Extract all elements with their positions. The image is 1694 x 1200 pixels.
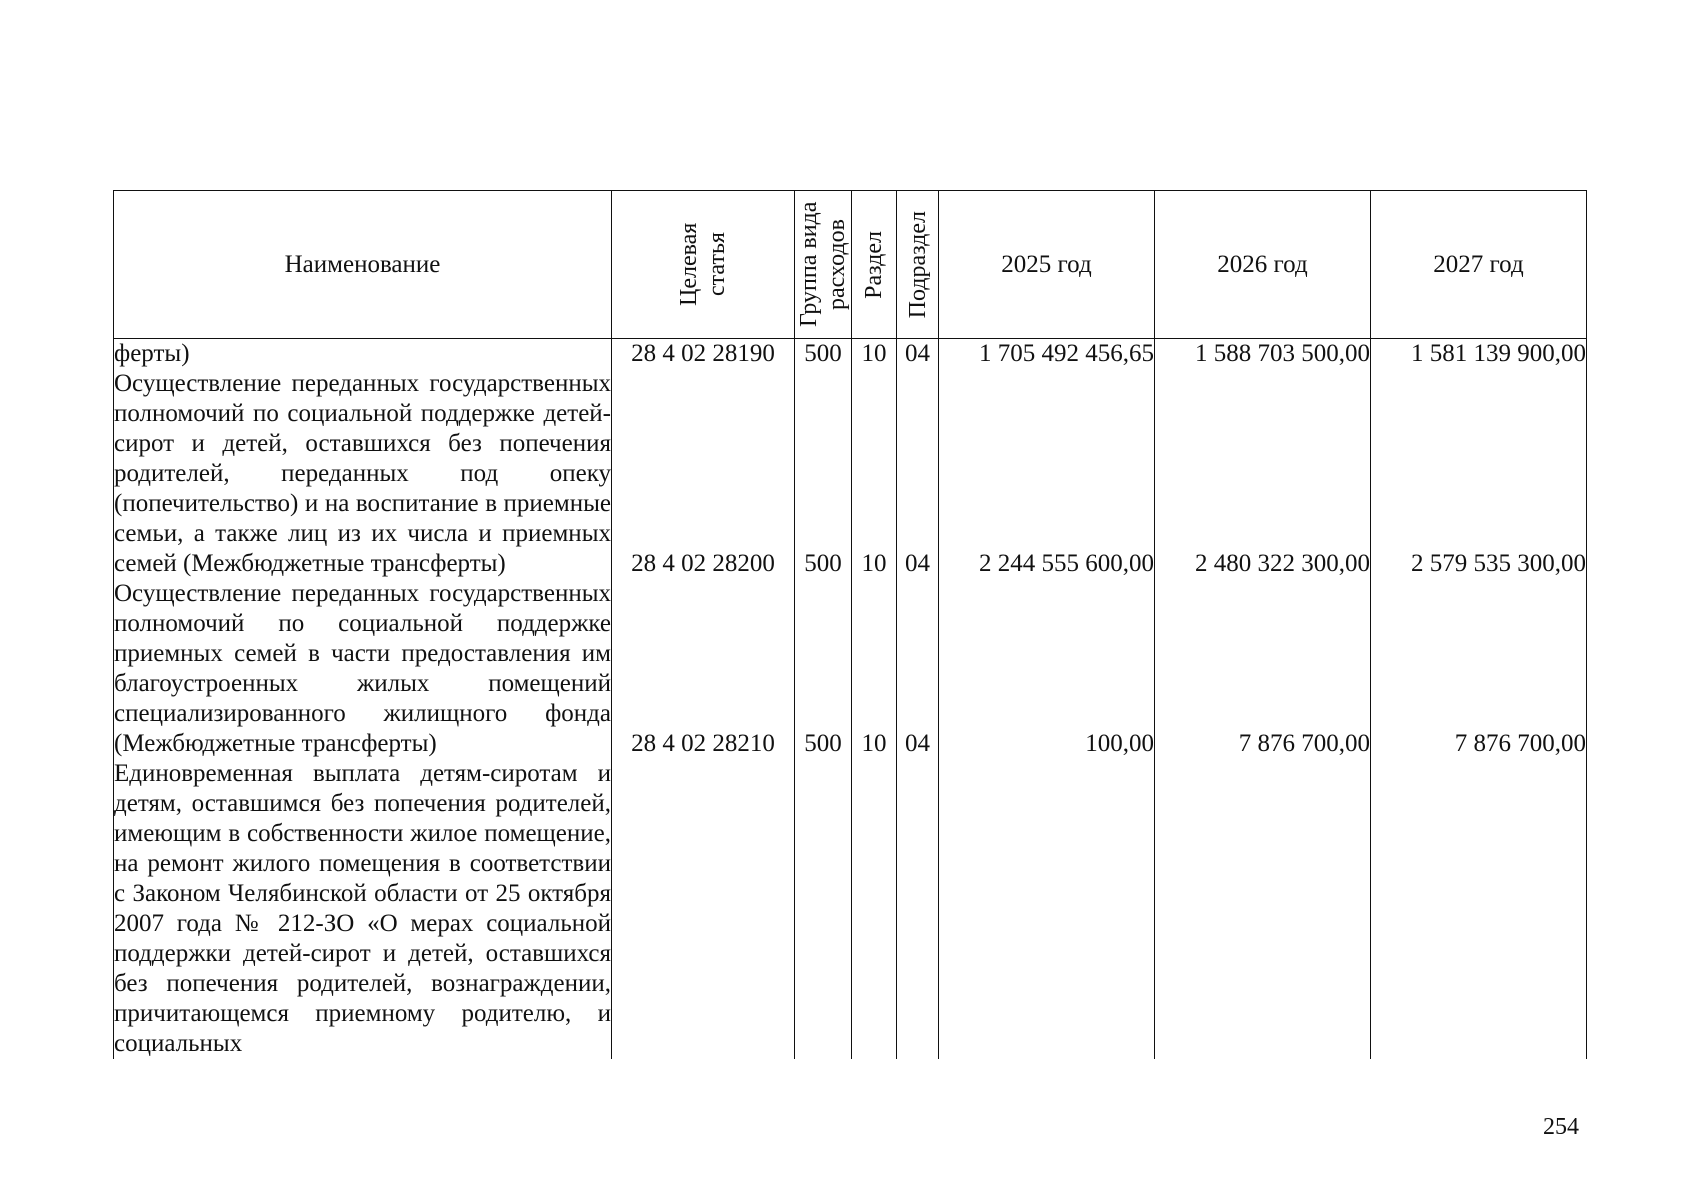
header-section-label: Раздел <box>861 230 887 299</box>
header-target-article-label: Целевая статья <box>676 222 730 307</box>
row-name: ферты) <box>114 339 612 370</box>
row-amount-2027: 1 581 139 900,00 <box>1371 339 1587 370</box>
header-2025: 2025 год <box>939 191 1155 339</box>
row-name: Осуществление переданных государственных полномочий по социальной поддержке приемных семей в части предоставления им благоустроенных жилых помещений специализированного жилищного фонда (Межбюджетные трансферты) <box>114 580 611 757</box>
row-target-article: 28 4 02 28190 <box>612 339 795 370</box>
row-target-article <box>612 759 795 1059</box>
row-name: Единовременная выплата детям-сиротам и детям, оставшимся без попечения родителей, имеющим в собственности жилое помещение, на ремонт жилого помещения в соответствии с Законом Челябинской области от 25 октября 2007 года № 212-ЗО «О мерах социальной поддержки детей-сирот и детей, оставшихся без попечения родителей, вознаграждении, причитающемся приемному родителю, и социальных <box>114 760 611 1057</box>
row-subsection: 04 <box>897 579 939 759</box>
table-header-row <box>114 191 1587 339</box>
row-amount-2027 <box>1371 759 1587 1059</box>
header-target-article <box>612 191 795 339</box>
row-section: 10 <box>852 339 897 370</box>
row-amount-2026: 2 480 322 300,00 <box>1155 369 1371 579</box>
header-2026: 2026 год <box>1155 191 1371 339</box>
row-expense-group: 500 <box>795 339 852 370</box>
row-amount-2027: 7 876 700,00 <box>1371 579 1587 759</box>
row-subsection <box>897 759 939 1059</box>
row-target-article: 28 4 02 28200 <box>612 369 795 579</box>
page-number: 254 <box>1543 1114 1579 1140</box>
table-row <box>114 369 1587 579</box>
row-expense-group: 500 <box>795 369 852 579</box>
row-name: Осуществление переданных государственных полномочий по социальной поддержке детей-сирот и детей, оставшихся без попечения родителей, переданных под опеку (попечительство) и на воспитание в приемные семьи, а также лиц из их числа и приемных семей (Межбюджетные трансферты) <box>114 370 611 577</box>
row-amount-2026: 7 876 700,00 <box>1155 579 1371 759</box>
table-row <box>114 759 1587 1059</box>
header-expense-group-label: Группа вида расходов <box>796 201 850 328</box>
budget-table <box>113 190 1587 1059</box>
row-section: 10 <box>852 369 897 579</box>
row-amount-2026 <box>1155 759 1371 1059</box>
header-subsection <box>897 191 939 339</box>
row-amount-2025: 2 244 555 600,00 <box>939 369 1155 579</box>
header-2027: 2027 год <box>1371 191 1587 339</box>
row-expense-group: 500 <box>795 579 852 759</box>
row-amount-2025: 1 705 492 456,65 <box>939 339 1155 370</box>
row-amount-2025 <box>939 759 1155 1059</box>
row-section <box>852 759 897 1059</box>
table-row <box>114 339 1587 370</box>
header-expense-group <box>795 191 852 339</box>
row-subsection: 04 <box>897 369 939 579</box>
row-target-article: 28 4 02 28210 <box>612 579 795 759</box>
header-subsection-label: Подраздел <box>904 210 931 319</box>
row-amount-2025: 100,00 <box>939 579 1155 759</box>
row-expense-group <box>795 759 852 1059</box>
table-row <box>114 579 1587 759</box>
row-amount-2026: 1 588 703 500,00 <box>1155 339 1371 370</box>
row-subsection: 04 <box>897 339 939 370</box>
row-amount-2027: 2 579 535 300,00 <box>1371 369 1587 579</box>
row-section: 10 <box>852 579 897 759</box>
header-name: Наименование <box>114 191 612 339</box>
header-section <box>852 191 897 339</box>
